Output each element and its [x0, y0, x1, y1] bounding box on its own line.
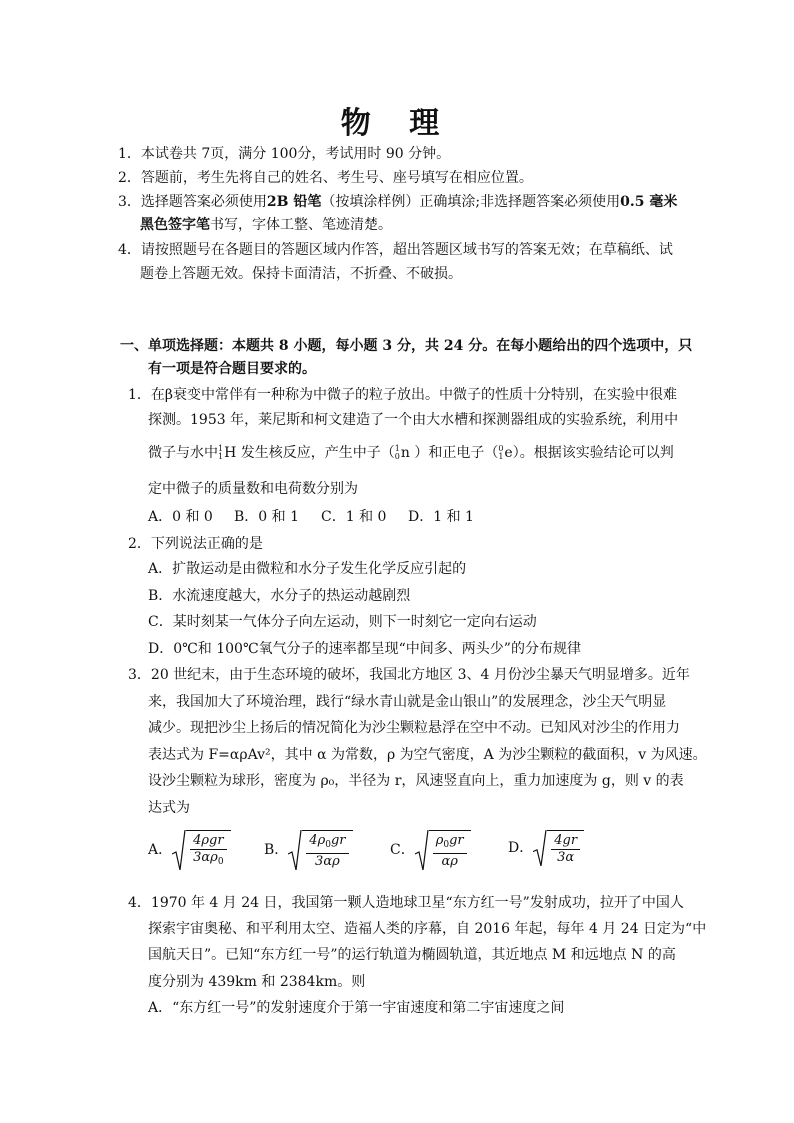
- instruction-2: 2．答题前，考生先将自己的姓名、考生号、座号填写在相应位置。: [118, 170, 533, 186]
- q1-line1: 1．在β衰变中常伴有一种称为中微子的粒子放出。中微子的性质十分特别，在实验中很难: [128, 387, 677, 403]
- q2-stem: 2．下列说法正确的是: [128, 536, 263, 552]
- instruction-3-a: 3．选择题答案必须使用: [118, 194, 267, 210]
- q1-line3-b: H 发生核反应，产生中子（: [224, 445, 395, 461]
- q3-line1: 3．20 世纪末，由于生态环境的破坏，我国北方地区 3、4 月份沙尘暴天气明显增多。近年: [128, 667, 690, 683]
- section-header: [120, 336, 692, 356]
- q1-line3-d: e）。根据该实验结论可以判: [504, 445, 674, 461]
- sqrt-formula-d: $\frac{4gr}{3\alpha}$: [533, 830, 584, 866]
- instruction-3-pencil: 2B 铅笔: [266, 194, 322, 210]
- q1-line3-a: 微子与水中: [148, 445, 218, 461]
- q3-option-a: [148, 830, 231, 870]
- q1-option-c: C．1 和 0: [321, 509, 387, 525]
- section-header-c: ，只: [664, 338, 693, 354]
- sqrt-formula-b: $\frac{4\rho_0gr}{3\alpha\rho}$: [288, 830, 352, 870]
- q3-option-b-label: B．: [264, 842, 289, 858]
- q3-option-b: [264, 830, 353, 870]
- instruction-3-mm: 0.5 毫米: [620, 194, 678, 210]
- q3-line6: 达式为: [148, 800, 190, 816]
- q1-option-b: B．0 和 1: [234, 509, 300, 525]
- q3-option-d: [508, 830, 584, 866]
- instruction-3-b: （按填涂样例）正确填涂;非选择题答案必须使用: [321, 194, 621, 210]
- instruction-4: 4．请按照题号在各题目的答题区域内作答，超出答题区域书写的答案无效；在草稿纸、试: [118, 242, 673, 258]
- page-title: 物 理: [340, 106, 454, 141]
- q2-option-d: D．0℃和 100℃氧气分子的速率都呈现“中间多、两头少”的分布规律: [148, 641, 581, 657]
- q2-option-a: A．扩散运动是由微粒和水分子发生化学反应引起的: [148, 561, 467, 577]
- section-header-b: 四个选项中: [594, 338, 665, 354]
- section-header-a: 一、单项选择题：本题共 8 小题，每小题 3 分，共 24 分。在每小题给出的: [120, 338, 595, 354]
- q1-line3-c: n ）和正电子（: [400, 445, 499, 461]
- q1-line2: 探测。1953 年，莱尼斯和柯文建造了一个由大水槽和探测器组成的实验系统，利用中: [148, 412, 679, 428]
- q1-line4: 定中微子的质量数和电荷数分别为: [148, 481, 358, 497]
- instruction-3-pen: 黑色签字笔: [140, 217, 210, 233]
- q3-option-c: [390, 830, 471, 870]
- q4-line2: 探索宇宙奥秘、和平利用太空、造福人类的序幕，自 2016 年起，每年 4 月 24 日定为“中: [148, 921, 707, 937]
- q3-line3: 减少。现把沙尘上扬后的情况简化为沙尘颗粒悬浮在空中不动。已知风对沙尘的作用力: [148, 720, 680, 736]
- instruction-3-c: 书写，字体工整、笔迹清楚。: [210, 217, 392, 233]
- instruction-4-cont: 题卷上答题无效。保持卡面清洁，不折叠、不破损。: [140, 266, 462, 282]
- q3-option-a-label: A．: [148, 842, 173, 858]
- sqrt-formula-a: $\frac{\text{4ρgr}}{3\alpha\rho_0}$: [172, 830, 230, 870]
- q4-line1: 4．1970 年 4 月 24 日，我国第一颗人造地球卫星“东方红一号”发射成功，拉开了中国人: [128, 895, 684, 911]
- q3-line5: 设沙尘颗粒为球形，密度为 ρ₀，半径为 r，风速竖直向上，重力加速度为 g，则 v 的表: [148, 773, 684, 789]
- hydrogen-nuclide-symbol: 1 1: [218, 444, 224, 461]
- sqrt-formula-c: $\frac{\rho_0gr}{\alpha\rho}$: [415, 830, 471, 870]
- neutron-nuclide-symbol: 1 0: [394, 444, 400, 461]
- q3-line4: 表达式为 F=αρAv²，其中 α 为常数，ρ 为空气密度，A 为沙尘颗粒的截面积，v 为风速。: [148, 747, 707, 763]
- q2-option-c: C．某时刻某一气体分子向左运动，则下一时刻它一定向右运动: [148, 614, 537, 630]
- instruction-3: [118, 192, 677, 212]
- q4-line4: 度分别为 439km 和 2384km。则: [148, 974, 366, 990]
- q4-line3: 国航天日”。已知“东方红一号”的运行轨道为椭圆轨道，其近地点 M 和远地点 N 的高: [148, 947, 676, 963]
- instruction-3-cont: [140, 215, 392, 235]
- q2-option-b: B．水流速度越大，水分子的热运动越剧烈: [148, 588, 411, 604]
- q3-option-c-label: C．: [390, 842, 415, 858]
- q1-line3: [148, 443, 674, 463]
- q3-option-d-label: D．: [508, 840, 534, 856]
- q4-option-a: A．“东方红一号”的发射速度介于第一宇宙速度和第二宇宙速度之间: [148, 1000, 565, 1016]
- q1-option-a: A．0 和 0: [148, 509, 213, 525]
- section-header-line2: 有一项是符合题目要求的。: [148, 361, 316, 377]
- q1-option-d: D．1 和 1: [408, 509, 474, 525]
- q3-line2: 来，我国加大了环境治理，践行“绿水青山就是金山银山”的发展理念，沙尘天气明显: [148, 694, 667, 710]
- instruction-1: 1．本试卷共 7页，满分 100分，考试用时 90 分钟。: [118, 146, 451, 162]
- positron-nuclide-symbol: 0 1: [498, 444, 504, 461]
